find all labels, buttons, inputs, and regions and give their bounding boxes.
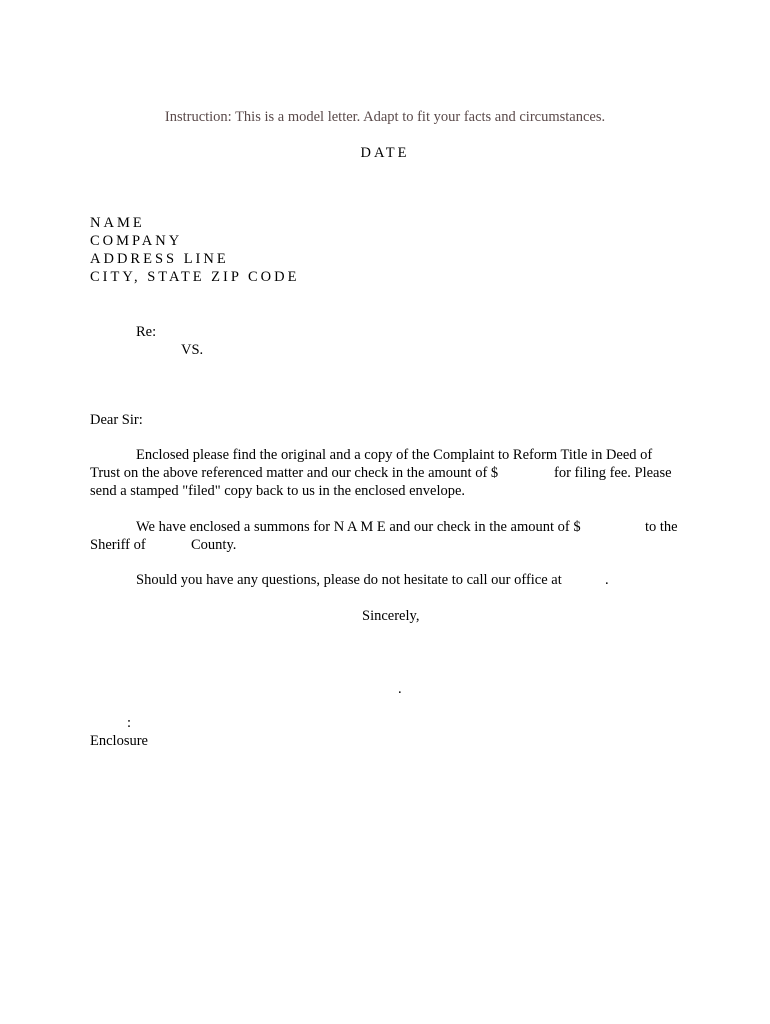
paragraph-1-line-2a: Trust on the above referenced matter and our check in the amount of $ bbox=[90, 465, 499, 481]
salutation: Dear Sir: bbox=[90, 412, 143, 428]
closing: Sincerely, bbox=[362, 608, 420, 624]
enclosure-note: Enclosure bbox=[90, 733, 148, 749]
instruction-note: Instruction: This is a model letter. Adapt to fit your facts and circumstances. bbox=[164, 109, 606, 125]
paragraph-1-line-1: Enclosed please find the original and a copy of the Complaint to Reform Title in Deed of bbox=[136, 447, 653, 463]
recipient-city: CITY, STATE ZIP CODE bbox=[90, 269, 300, 285]
paragraph-3-text: Should you have any questions, please do not hesitate to call our office at bbox=[136, 572, 562, 588]
recipient-address: ADDRESS LINE bbox=[90, 251, 229, 267]
initials-colon: : bbox=[127, 715, 132, 731]
paragraph-2-line-2b: County. bbox=[191, 537, 237, 553]
paragraph-2-line-1a: We have enclosed a summons for N A M E and our check in the amount of $ bbox=[136, 519, 581, 535]
paragraph-3-end: . bbox=[605, 572, 609, 588]
recipient-company: COMPANY bbox=[90, 233, 183, 249]
paragraph-2-line-2a: Sheriff of bbox=[90, 537, 146, 553]
signature-dot: . bbox=[398, 681, 402, 697]
paragraph-1-line-2b: for filing fee. Please bbox=[554, 465, 672, 481]
vs-label: VS. bbox=[181, 342, 204, 358]
date-line: DATE bbox=[360, 145, 410, 161]
re-label: Re: bbox=[136, 324, 157, 340]
paragraph-2-line-1b: to the bbox=[645, 519, 678, 535]
paragraph-1-line-3: send a stamped "filed" copy back to us in the enclosed envelope. bbox=[90, 483, 466, 499]
recipient-name: NAME bbox=[90, 215, 145, 231]
